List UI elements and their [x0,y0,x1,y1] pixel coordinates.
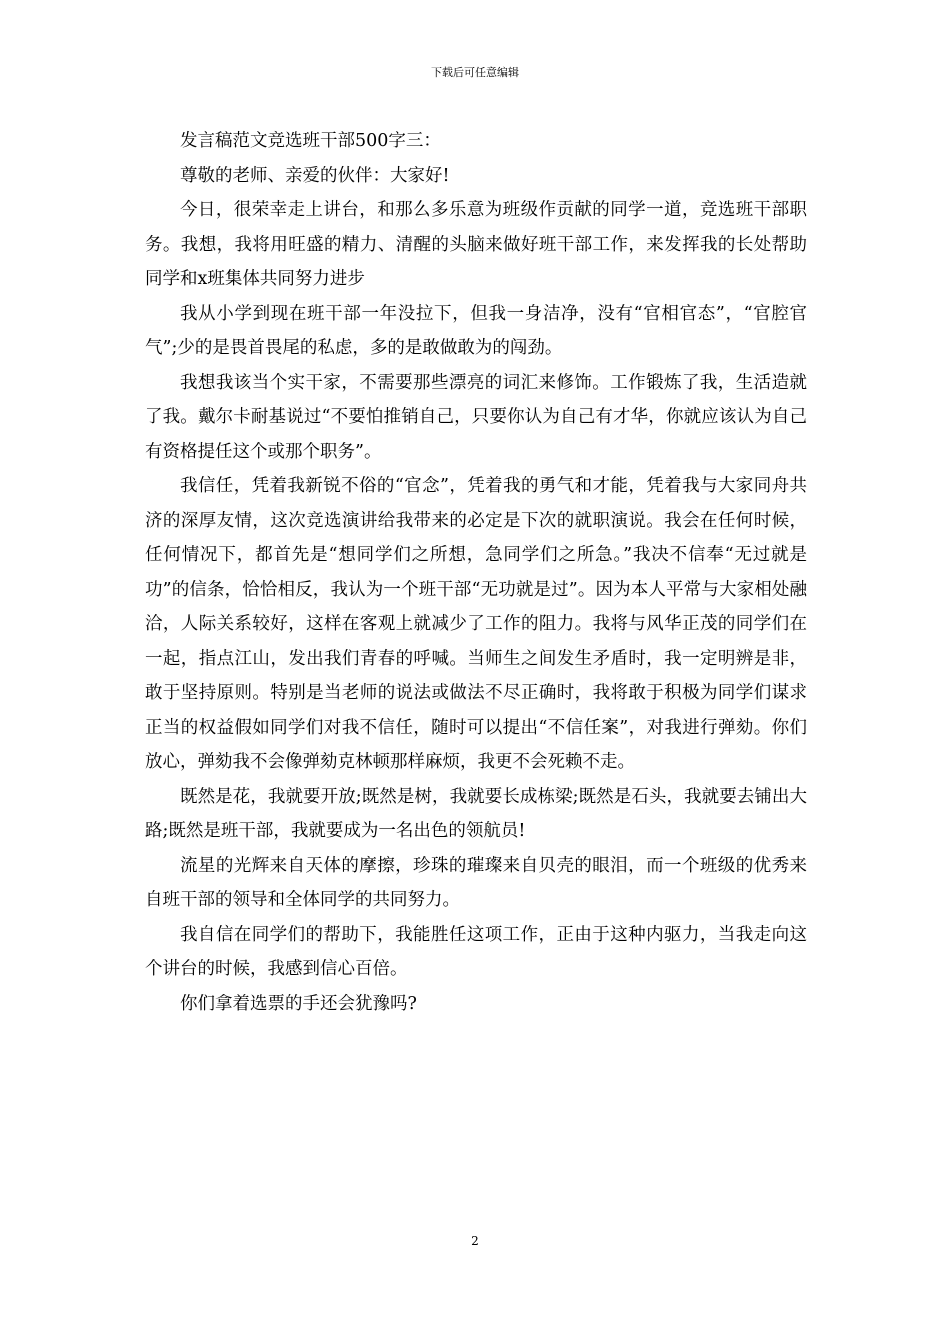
paragraph: 我信任，凭着我新锐不俗的“官念”，凭着我的勇气和才能，凭着我与大家同舟共济的深厚友情，这次竞选演讲给我带来的必定是下次的就职演说。我会在任何时候，任何情况下，都首先是“想同学们之所想，急同学们之所急。”我决不信奉“无过就是功”的信条，恰恰相反，我认为一个班干部“无功就是过”。因为本人平常与大家相处融洽，人际关系较好，这样在客观上就减少了工作的阻力。我将与风华正茂的同学们在一起，指点江山，发出我们青春的呼喊。当师生之间发生矛盾时，我一定明辨是非，敢于坚持原则。特别是当老师的说法或做法不尽正确时，我将敢于积极为同学们谋求正当的权益假如同学们对我不信任，随时可以提出“不信任案”，对我进行弹劾。你们放心，弹劾我不会像弹劾克林顿那样麻烦，我更不会死赖不走。 [145,476,807,772]
paragraph: 流星的光辉来自天体的摩擦，珍珠的璀璨来自贝壳的眼泪，而一个班级的优秀来自班干部的领导和全体同学的共同努力。 [145,855,807,910]
paragraph: 我从小学到现在班干部一年没拉下，但我一身洁净，没有“官相官态”，“官腔官气”;少的是畏首畏尾的私虑，多的是敢做敢为的闯劲。 [145,303,807,358]
paragraph: 你们拿着选票的手还会犹豫吗? [180,993,417,1014]
document-body [145,124,807,1021]
paragraph: 今日，很荣幸走上讲台，和那么多乐意为班级作贡献的同学一道，竞选班干部职务。我想，我将用旺盛的精力、清醒的头脑来做好班干部工作，来发挥我的长处帮助同学和x班集体共同努力进步 [145,200,807,289]
document-title: 发言稿范文竞选班干部500字三： [180,131,441,151]
paragraph: 我想我该当个实干家，不需要那些漂亮的词汇来修饰。工作锻炼了我，生活造就了我。戴尔卡耐基说过“不要怕推销自己，只要你认为自己有才华，你就应该认为自己有资格提任这个或那个职务”。 [145,372,807,462]
page-number: 2 [471,1234,479,1248]
page-header: 下载后可任意编辑 [431,66,519,79]
paragraph: 既然是花，我就要开放;既然是树，我就要长成栋梁;既然是石头，我就要去铺出大路;既然是班干部，我就要成为一名出色的领航员! [145,786,807,841]
greeting: 尊敬的老师、亲爱的伙伴：大家好! [180,165,450,186]
paragraph: 我自信在同学们的帮助下，我能胜任这项工作，正由于这种内驱力，当我走向这个讲台的时候，我感到信心百倍。 [145,924,807,979]
